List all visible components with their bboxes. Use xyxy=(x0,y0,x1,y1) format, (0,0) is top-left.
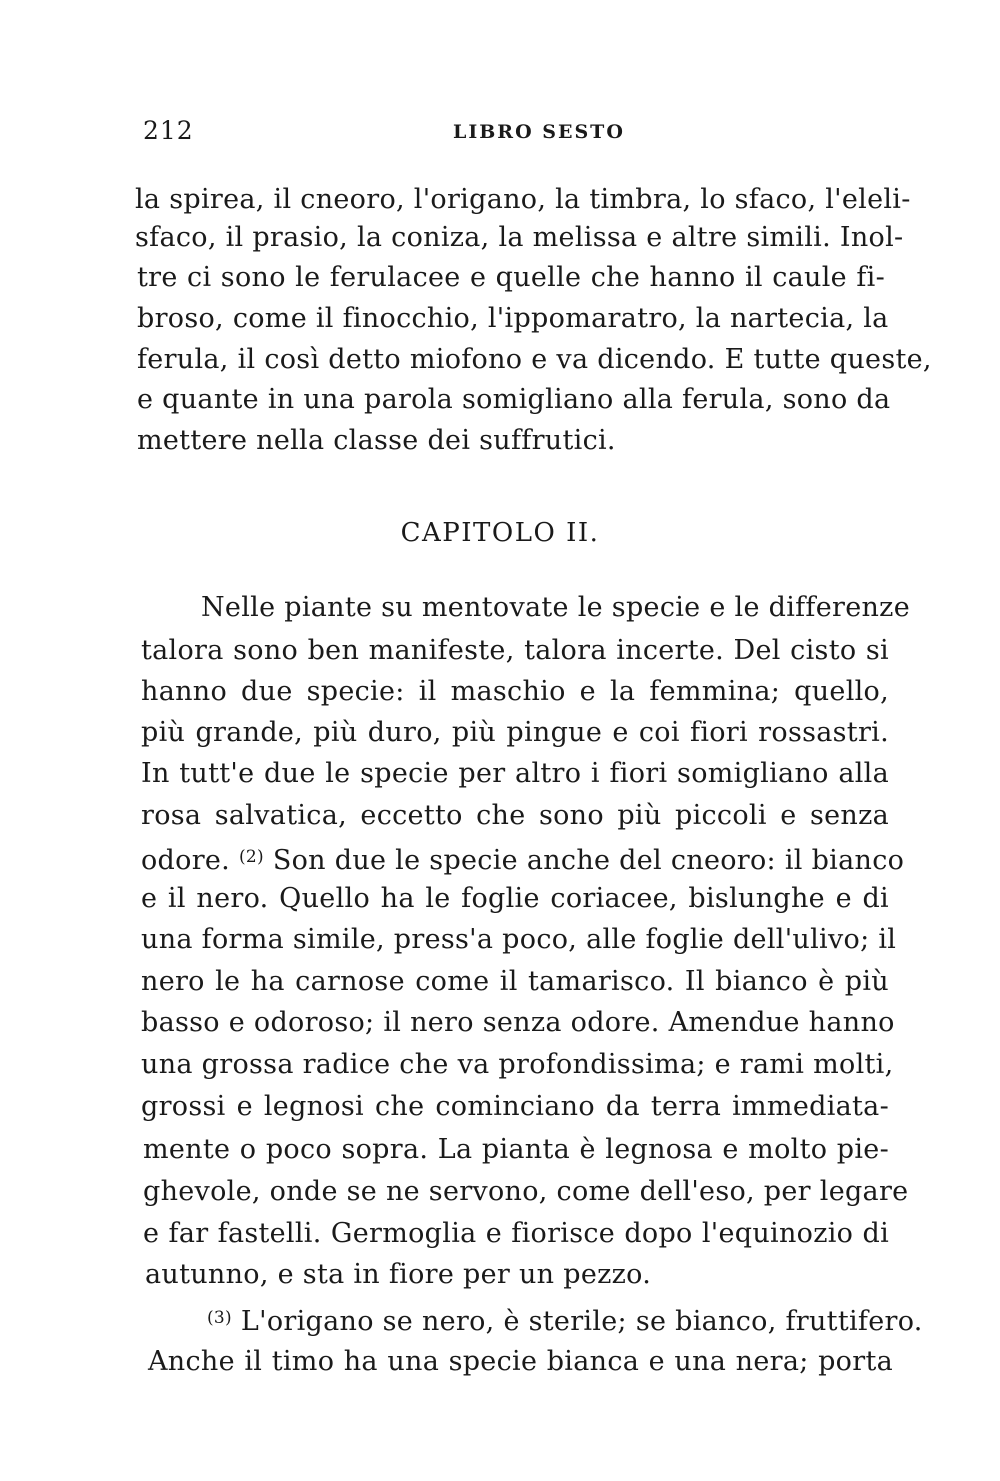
text-line: broso, come il finocchio, l'ippomaratro, la nartecia, la xyxy=(137,303,889,334)
text-line: ferula, il così detto miofono e va dicendo. E tutte queste, xyxy=(137,344,932,375)
text-line: rosa salvatica, eccetto che sono più piccoli e senza xyxy=(141,800,889,831)
text-line: grossi e legnosi che cominciano da terra immediata- xyxy=(141,1091,889,1122)
text-line: basso e odoroso; il nero senza odore. Amendue hanno xyxy=(141,1007,895,1038)
page-number: 212 xyxy=(143,116,194,145)
text-line: e far fastelli. Germoglia e fiorisce dopo l'equinozio di xyxy=(143,1218,889,1249)
text-line: ghevole, onde se ne servono, come dell'eso, per legare xyxy=(143,1176,909,1207)
line-end: Son due le specie anche del cneoro: il bianco xyxy=(272,845,905,876)
text-line: mettere nella classe dei suffrutici. xyxy=(137,425,616,456)
text-line: Anche il timo ha una specie bianca e una nera; porta xyxy=(148,1346,893,1377)
text-line: la spirea, il cneoro, l'origano, la timbra, lo sfaco, l'eleli- xyxy=(135,184,911,215)
text-line: e il nero. Quello ha le foglie coriacee, bislunghe e di xyxy=(141,883,889,914)
text-line xyxy=(207,1301,923,1339)
text-line: Nelle piante su mentovate le specie e le differenze xyxy=(201,592,910,623)
footnote-marker: (2) xyxy=(238,847,264,867)
text-line: autunno, e sta in fiore per un pezzo. xyxy=(145,1259,652,1290)
text-line: hanno due specie: il maschio e la femmina; quello, xyxy=(141,676,889,707)
text-line: talora sono ben manifeste, talora incerte. Del cisto si xyxy=(141,635,889,666)
text-line: tre ci sono le ferulacee e quelle che hanno il caule fi- xyxy=(137,262,885,293)
line-text: L'origano se nero, è sterile; se bianco, fruttifero. xyxy=(240,1306,923,1337)
running-title: LIBRO SESTO xyxy=(453,121,625,143)
text-line xyxy=(141,840,905,878)
chapter-heading: CAPITOLO II. xyxy=(400,518,600,548)
text-line: e quante in una parola somigliano alla ferula, sono da xyxy=(137,384,891,415)
footnote-marker: (3) xyxy=(207,1308,232,1328)
text-line: una forma simile, press'a poco, alle foglie dell'ulivo; il xyxy=(141,924,897,955)
text-line: più grande, più duro, più pingue e coi fiori rossastri. xyxy=(141,717,889,748)
text-line: sfaco, il prasio, la coniza, la melissa e altre simili. Inol- xyxy=(135,222,904,253)
line-start: odore. xyxy=(141,845,231,876)
text-line: In tutt'e due le specie per altro i fiori somigliano alla xyxy=(141,758,889,789)
text-line: nero le ha carnose come il tamarisco. Il bianco è più xyxy=(141,966,889,997)
text-line: una grossa radice che va profondissima; e rami molti, xyxy=(141,1049,894,1080)
text-line: mente o poco sopra. La pianta è legnosa e molto pie- xyxy=(143,1134,889,1165)
